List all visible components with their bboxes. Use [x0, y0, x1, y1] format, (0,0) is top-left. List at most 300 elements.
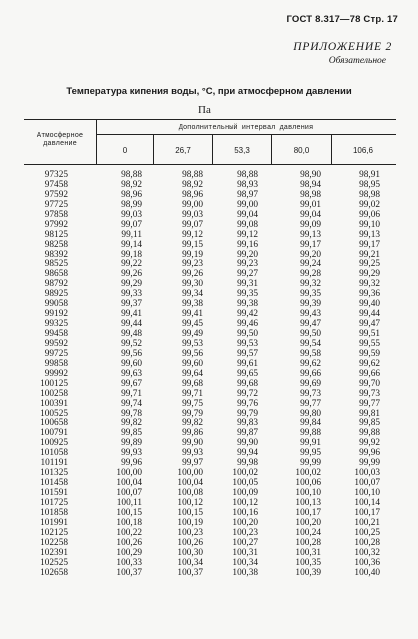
temperature-cell: 99,58	[300, 348, 321, 359]
table-title: Температура кипения воды, °С, при атмосферном давлении	[66, 86, 352, 97]
temperature-cell: 99,78	[121, 408, 142, 419]
temperature-cell: 99,44	[121, 319, 142, 330]
temperature-cell: 99,42	[237, 309, 258, 320]
temperature-cell: 100,38	[232, 567, 258, 578]
temperature-cell: 99,98	[237, 458, 258, 469]
temperature-cell: 99,41	[121, 309, 142, 320]
table-row	[0, 568, 418, 578]
temperature-cell: 99,68	[182, 378, 203, 389]
temperature-cell: 100,02	[232, 468, 258, 479]
table-row	[0, 508, 418, 518]
temperature-cell: 99,45	[182, 319, 203, 330]
temperature-cell: 99,79	[182, 408, 203, 419]
table-row	[0, 210, 418, 220]
temperature-cell: 99,24	[300, 259, 321, 270]
table-row	[0, 538, 418, 548]
temperature-cell: 99,91	[300, 438, 321, 449]
temperature-cell: 98,95	[359, 179, 380, 190]
pressure-cell: 98392	[44, 249, 68, 260]
column-divider	[212, 134, 213, 165]
temperature-cell: 100,00	[177, 468, 203, 479]
temperature-cell: 98,88	[237, 170, 258, 180]
temperature-cell: 100,36	[354, 557, 380, 568]
temperature-cell: 100,04	[177, 478, 203, 489]
table-row	[0, 389, 418, 399]
column-divider	[153, 134, 154, 165]
table-row	[0, 359, 418, 369]
pressure-cell: 99858	[44, 358, 68, 369]
table-row	[0, 518, 418, 528]
pressure-cell: 100391	[40, 398, 68, 409]
temperature-cell: 99,09	[300, 219, 321, 230]
pressure-cell: 102125	[40, 527, 68, 538]
temperature-cell: 99,67	[121, 378, 142, 389]
temperature-cell: 98,96	[182, 189, 203, 200]
temperature-cell: 99,53	[237, 338, 258, 349]
pressure-cell: 97325	[44, 170, 68, 180]
pressure-cell: 100925	[40, 438, 68, 449]
temperature-cell: 99,46	[237, 319, 258, 330]
temperature-cell: 98,88	[182, 170, 203, 180]
temperature-cell: 100,24	[295, 527, 321, 538]
temperature-cell: 100,06	[295, 478, 321, 489]
pressure-cell: 101325	[40, 468, 68, 479]
temperature-cell: 100,20	[232, 517, 258, 528]
temperature-cell: 100,07	[354, 478, 380, 489]
table-row	[0, 399, 418, 409]
temperature-cell: 98,92	[121, 179, 142, 190]
pressure-cell: 100658	[40, 418, 68, 429]
temperature-cell: 100,28	[354, 537, 380, 548]
temperature-cell: 99,54	[300, 338, 321, 349]
temperature-cell: 99,04	[237, 209, 258, 220]
temperature-cell: 99,26	[182, 269, 203, 280]
pressure-cell: 101458	[40, 478, 68, 489]
column-divider	[271, 134, 272, 165]
temperature-cell: 99,99	[300, 458, 321, 469]
table-row	[0, 498, 418, 508]
table-row	[0, 379, 418, 389]
pressure-cell: 101858	[40, 507, 68, 518]
temperature-cell: 100,10	[295, 488, 321, 498]
temperature-cell: 100,23	[177, 527, 203, 538]
temperature-cell: 100,13	[295, 497, 321, 508]
temperature-cell: 100,31	[295, 547, 321, 558]
temperature-cell: 99,07	[121, 219, 142, 230]
temperature-cell: 100,12	[177, 497, 203, 508]
table-row	[0, 289, 418, 299]
temperature-cell: 100,27	[232, 537, 258, 548]
temperature-cell: 99,53	[182, 338, 203, 349]
unit-label: Па	[198, 104, 211, 116]
temperature-cell: 99,18	[121, 249, 142, 260]
temperature-cell: 99,96	[121, 458, 142, 469]
temperature-cell: 99,14	[121, 239, 142, 250]
table-row	[0, 299, 418, 309]
temperature-cell: 99,80	[300, 408, 321, 419]
table-row	[0, 468, 418, 478]
temperature-cell: 99,89	[121, 438, 142, 449]
table-row	[0, 349, 418, 359]
column-divider	[331, 134, 332, 165]
temperature-cell: 99,07	[182, 219, 203, 230]
column-heading: 26,7	[175, 146, 191, 155]
pressure-cell: 98658	[44, 269, 68, 280]
pressure-cell: 97592	[44, 189, 68, 200]
pressure-cell: 100791	[40, 428, 68, 439]
temperature-cell: 99,10	[359, 219, 380, 230]
temperature-cell: 99,51	[359, 329, 380, 339]
temperature-cell: 99,32	[359, 279, 380, 290]
temperature-cell: 99,97	[182, 458, 203, 469]
pressure-cell: 98125	[44, 229, 68, 240]
temperature-cell: 100,34	[177, 557, 203, 568]
temperature-cell: 99,23	[237, 259, 258, 270]
temperature-cell: 99,66	[300, 368, 321, 379]
temperature-cell: 100,19	[177, 517, 203, 528]
temperature-cell: 100,10	[354, 488, 380, 498]
temperature-cell: 100,34	[232, 557, 258, 568]
temperature-cell: 100,39	[295, 567, 321, 578]
table-row	[0, 438, 418, 448]
temperature-cell: 99,82	[182, 418, 203, 429]
temperature-cell: 99,38	[237, 299, 258, 310]
pressure-cell: 99592	[44, 338, 68, 349]
appendix-title: ПРИЛОЖЕНИЕ 2	[293, 41, 392, 53]
table-row	[0, 458, 418, 468]
temperature-cell: 99,70	[359, 378, 380, 389]
temperature-cell: 99,13	[300, 229, 321, 240]
pressure-cell: 97725	[44, 199, 68, 210]
temperature-cell: 100,02	[295, 468, 321, 479]
table-row	[0, 279, 418, 289]
temperature-cell: 100,26	[177, 537, 203, 548]
temperature-cell: 99,84	[300, 418, 321, 429]
temperature-cell: 99,03	[121, 209, 142, 220]
pressure-cell: 99325	[44, 319, 68, 330]
temperature-cell: 99,63	[121, 368, 142, 379]
temperature-cell: 100,35	[295, 557, 321, 568]
pressure-cell: 101991	[40, 517, 68, 528]
pressure-cell: 101058	[40, 448, 68, 459]
temperature-cell: 99,75	[182, 398, 203, 409]
temperature-cell: 99,03	[182, 209, 203, 220]
temperature-cell: 99,30	[182, 279, 203, 290]
table-row	[0, 488, 418, 498]
temperature-cell: 99,86	[182, 428, 203, 439]
pressure-header: Атмосферное давление	[36, 132, 84, 148]
pressure-cell: 99458	[44, 329, 68, 339]
temperature-cell: 99,26	[121, 269, 142, 280]
table-row	[0, 269, 418, 279]
temperature-cell: 99,73	[300, 388, 321, 399]
temperature-cell: 99,88	[359, 428, 380, 439]
interval-header: Дополнительный интервал давления	[178, 124, 314, 132]
temperature-cell: 100,28	[295, 537, 321, 548]
temperature-cell: 99,38	[182, 299, 203, 310]
temperature-cell: 98,98	[359, 189, 380, 200]
pressure-column-divider	[96, 119, 97, 165]
temperature-cell: 98,93	[237, 179, 258, 190]
temperature-cell: 99,34	[182, 289, 203, 300]
temperature-cell: 99,06	[359, 209, 380, 220]
pressure-cell: 97992	[44, 219, 68, 230]
table-row	[0, 170, 418, 180]
temperature-cell: 99,27	[237, 269, 258, 280]
table-row	[0, 190, 418, 200]
temperature-cell: 99,61	[237, 358, 258, 369]
temperature-cell: 100,25	[354, 527, 380, 538]
temperature-cell: 100,15	[177, 507, 203, 518]
temperature-cell: 99,85	[121, 428, 142, 439]
pressure-cell: 102391	[40, 547, 68, 558]
temperature-cell: 99,68	[237, 378, 258, 389]
table-row	[0, 329, 418, 339]
temperature-cell: 100,11	[116, 497, 142, 508]
temperature-cell: 99,56	[182, 348, 203, 359]
table-row	[0, 250, 418, 260]
temperature-cell: 99,60	[182, 358, 203, 369]
temperature-cell: 99,50	[237, 329, 258, 339]
table-row	[0, 319, 418, 329]
temperature-cell: 99,77	[300, 398, 321, 409]
temperature-cell: 99,16	[237, 239, 258, 250]
pressure-cell: 100125	[40, 378, 68, 389]
temperature-cell: 99,32	[300, 279, 321, 290]
table-row	[0, 428, 418, 438]
temperature-cell: 98,96	[121, 189, 142, 200]
temperature-cell: 99,36	[359, 289, 380, 300]
temperature-cell: 99,08	[237, 219, 258, 230]
table-row	[0, 548, 418, 558]
temperature-cell: 99,33	[121, 289, 142, 300]
pressure-cell: 102658	[40, 567, 68, 578]
temperature-cell: 99,31	[237, 279, 258, 290]
table-row	[0, 309, 418, 319]
table-row	[0, 558, 418, 568]
temperature-cell: 99,57	[237, 348, 258, 359]
pressure-cell: 101191	[40, 458, 68, 469]
temperature-cell: 99,47	[359, 319, 380, 330]
temperature-cell: 98,92	[182, 179, 203, 190]
temperature-cell: 100,09	[232, 488, 258, 498]
pressure-cell: 99192	[44, 309, 68, 320]
temperature-cell: 99,12	[182, 229, 203, 240]
page-header: ГОСТ 8.317—78 Стр. 17	[286, 14, 398, 25]
temperature-cell: 99,04	[300, 209, 321, 220]
temperature-cell: 99,76	[237, 398, 258, 409]
temperature-cell: 100,29	[116, 547, 142, 558]
temperature-cell: 100,26	[116, 537, 142, 548]
temperature-cell: 99,93	[182, 448, 203, 459]
temperature-cell: 100,31	[232, 547, 258, 558]
temperature-cell: 99,35	[300, 289, 321, 300]
temperature-cell: 99,90	[182, 438, 203, 449]
temperature-cell: 100,15	[116, 507, 142, 518]
temperature-cell: 99,71	[121, 388, 142, 399]
temperature-cell: 99,52	[121, 338, 142, 349]
temperature-cell: 98,91	[359, 170, 380, 180]
pressure-cell: 98792	[44, 279, 68, 290]
table-row	[0, 448, 418, 458]
temperature-cell: 100,32	[354, 547, 380, 558]
pressure-cell: 100258	[40, 388, 68, 399]
temperature-cell: 99,69	[300, 378, 321, 389]
temperature-cell: 98,94	[300, 179, 321, 190]
appendix-subtitle: Обязательное	[328, 56, 386, 66]
temperature-cell: 99,99	[359, 458, 380, 469]
pressure-cell: 98525	[44, 259, 68, 270]
interval-header-rule	[96, 134, 396, 135]
pressure-cell: 98258	[44, 239, 68, 250]
temperature-cell: 99,21	[359, 249, 380, 260]
table-row	[0, 418, 418, 428]
temperature-cell: 100,05	[232, 478, 258, 489]
temperature-cell: 99,43	[300, 309, 321, 320]
temperature-cell: 99,82	[121, 418, 142, 429]
temperature-cell: 99,96	[359, 448, 380, 459]
temperature-cell: 100,12	[232, 497, 258, 508]
pressure-cell: 99058	[44, 299, 68, 310]
temperature-cell: 99,20	[300, 249, 321, 260]
pressure-cell: 98925	[44, 289, 68, 300]
temperature-cell: 99,79	[237, 408, 258, 419]
temperature-cell: 100,14	[354, 497, 380, 508]
temperature-cell: 99,25	[359, 259, 380, 270]
temperature-cell: 99,59	[359, 348, 380, 359]
temperature-cell: 99,94	[237, 448, 258, 459]
temperature-cell: 99,15	[182, 239, 203, 250]
pressure-cell: 99725	[44, 348, 68, 359]
temperature-cell: 99,87	[237, 428, 258, 439]
temperature-cell: 99,55	[359, 338, 380, 349]
temperature-cell: 99,39	[300, 299, 321, 310]
temperature-cell: 99,77	[359, 398, 380, 409]
table-row	[0, 220, 418, 230]
temperature-cell: 100,20	[295, 517, 321, 528]
temperature-cell: 99,66	[359, 368, 380, 379]
table-top-rule	[24, 119, 396, 120]
temperature-cell: 99,35	[237, 289, 258, 300]
temperature-cell: 100,23	[232, 527, 258, 538]
temperature-cell: 100,22	[116, 527, 142, 538]
temperature-cell: 99,37	[121, 299, 142, 310]
temperature-cell: 100,18	[116, 517, 142, 528]
temperature-cell: 99,65	[237, 368, 258, 379]
table-row	[0, 369, 418, 379]
temperature-cell: 100,03	[354, 468, 380, 479]
pressure-cell: 99992	[44, 368, 68, 379]
temperature-cell: 99,71	[182, 388, 203, 399]
temperature-cell: 99,93	[121, 448, 142, 459]
temperature-cell: 99,73	[359, 388, 380, 399]
temperature-cell: 100,17	[295, 507, 321, 518]
table-row	[0, 528, 418, 538]
temperature-cell: 99,50	[300, 329, 321, 339]
temperature-cell: 99,40	[359, 299, 380, 310]
column-heading: 80,0	[293, 146, 310, 155]
table-row	[0, 240, 418, 250]
temperature-cell: 98,90	[300, 170, 321, 180]
table-row	[0, 259, 418, 269]
column-heading: 0	[122, 146, 128, 155]
temperature-cell: 100,08	[177, 488, 203, 498]
temperature-cell: 99,62	[300, 358, 321, 369]
temperature-cell: 99,20	[237, 249, 258, 260]
temperature-cell: 100,37	[116, 567, 142, 578]
temperature-cell: 100,00	[116, 468, 142, 479]
pressure-cell: 97458	[44, 179, 68, 190]
temperature-cell: 100,07	[116, 488, 142, 498]
temperature-cell: 99,72	[237, 388, 258, 399]
temperature-cell: 99,01	[300, 199, 321, 210]
temperature-cell: 98,97	[237, 189, 258, 200]
temperature-cell: 99,17	[300, 239, 321, 250]
pressure-cell: 102525	[40, 557, 68, 568]
temperature-cell: 99,00	[237, 199, 258, 210]
temperature-cell: 100,17	[354, 507, 380, 518]
pressure-cell: 97858	[44, 209, 68, 220]
temperature-cell: 99,90	[237, 438, 258, 449]
temperature-cell: 99,81	[359, 408, 380, 419]
temperature-cell: 99,83	[237, 418, 258, 429]
temperature-cell: 99,56	[121, 348, 142, 359]
table-row	[0, 409, 418, 419]
pressure-cell: 100525	[40, 408, 68, 419]
temperature-cell: 99,47	[300, 319, 321, 330]
column-heading: 53,3	[234, 146, 250, 155]
temperature-cell: 99,00	[182, 199, 203, 210]
temperature-cell: 99,88	[300, 428, 321, 439]
temperature-cell: 99,60	[121, 358, 142, 369]
temperature-cell: 99,22	[121, 259, 142, 270]
temperature-cell: 99,95	[300, 448, 321, 459]
temperature-cell: 99,62	[359, 358, 380, 369]
temperature-cell: 98,98	[300, 189, 321, 200]
temperature-cell: 99,28	[300, 269, 321, 280]
column-heading: 106,6	[352, 146, 374, 155]
temperature-cell: 99,19	[182, 249, 203, 260]
temperature-cell: 99,85	[359, 418, 380, 429]
header-bottom-rule	[24, 164, 396, 165]
temperature-cell: 99,74	[121, 398, 142, 409]
temperature-cell: 99,29	[359, 269, 380, 280]
temperature-cell: 99,23	[182, 259, 203, 270]
temperature-cell: 100,37	[177, 567, 203, 578]
table-row	[0, 478, 418, 488]
temperature-cell: 98,88	[121, 170, 142, 180]
temperature-cell: 100,33	[116, 557, 142, 568]
pressure-cell: 101725	[40, 497, 68, 508]
temperature-cell: 99,64	[182, 368, 203, 379]
temperature-cell: 99,13	[359, 229, 380, 240]
temperature-cell: 98,99	[121, 199, 142, 210]
table-row	[0, 339, 418, 349]
temperature-cell: 99,02	[359, 199, 380, 210]
temperature-cell: 99,12	[237, 229, 258, 240]
temperature-cell: 100,16	[232, 507, 258, 518]
table-body	[0, 170, 418, 577]
temperature-cell: 99,44	[359, 309, 380, 320]
temperature-cell: 99,11	[121, 229, 142, 240]
table-row	[0, 180, 418, 190]
temperature-cell: 99,48	[121, 329, 142, 339]
temperature-cell: 100,04	[116, 478, 142, 489]
pressure-cell: 101591	[40, 488, 68, 498]
temperature-cell: 99,49	[182, 329, 203, 339]
temperature-cell: 100,40	[354, 567, 380, 578]
temperature-cell: 99,29	[121, 279, 142, 290]
